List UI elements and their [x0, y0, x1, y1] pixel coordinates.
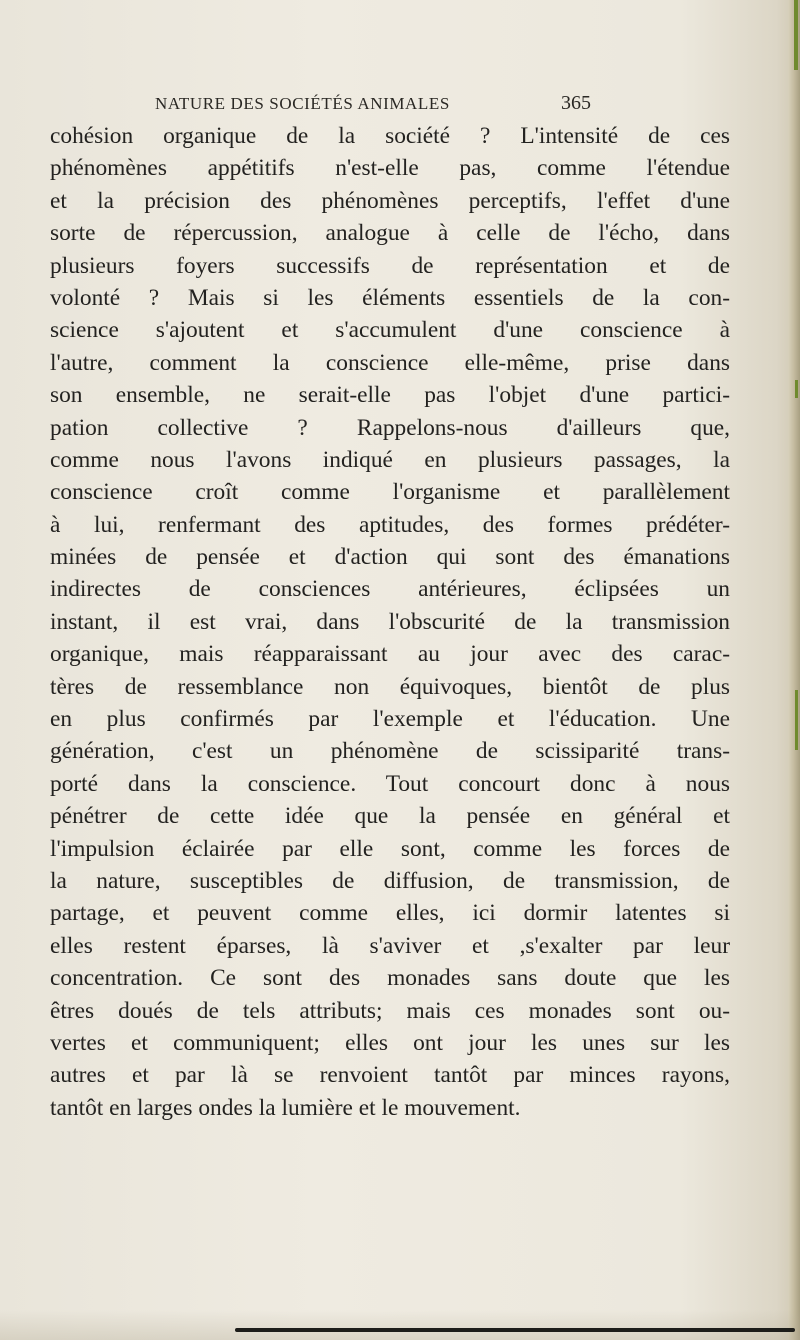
text-line: science s'ajoutent et s'accumulent d'une conscience à: [50, 317, 730, 344]
text-line: êtres doués de tels attributs; mais ces monades sont ou-: [50, 997, 730, 1024]
text-line: et la précision des phénomènes perceptifs, l'effet d'une: [50, 187, 730, 214]
text-line: tères de ressemblance non équivoques, bientôt de plus: [50, 673, 730, 700]
text-line: autres et par là se renvoient tantôt par minces rayons,: [50, 1062, 730, 1089]
text-line: porté dans la conscience. Tout concourt donc à nous: [50, 770, 730, 797]
text-line: vertes et communiquent; elles ont jour les unes sur les: [50, 1029, 730, 1056]
text-line: comme nous l'avons indiqué en plusieurs passages, la: [50, 446, 730, 473]
page-number: 365: [561, 92, 591, 114]
text-line: la nature, susceptibles de diffusion, de transmission, de: [50, 867, 730, 894]
page-edge-mark: [794, 0, 798, 70]
text-line: instant, il est vrai, dans l'obscurité de la transmission: [50, 608, 730, 635]
text-line: cohésion organique de la société ? L'intensité de ces: [50, 123, 730, 149]
text-line: conscience croît comme l'organisme et parallèlement: [50, 479, 730, 506]
running-head: [0, 92, 800, 116]
page-edge-mark: [795, 690, 798, 750]
text-line: partage, et peuvent comme elles, ici dormir latentes si: [50, 900, 730, 927]
running-title: NATURE DES SOCIÉTÉS ANIMALES: [155, 94, 450, 113]
text-line: tantôt en larges ondes la lumière et le mouvement.: [50, 1094, 521, 1121]
text-line: plusieurs foyers successifs de représentation et de: [50, 252, 730, 279]
text-line: l'autre, comment la conscience elle-même, prise dans: [50, 349, 730, 376]
text-line: volonté ? Mais si les éléments essentiels de la con-: [50, 284, 730, 311]
text-body: [50, 120, 730, 1124]
text-line: elles restent éparses, là s'aviver et ,s'exalter par leur: [50, 932, 730, 959]
text-line: phénomènes appétitifs n'est-elle pas, comme l'étendue: [50, 155, 730, 182]
page-edge-mark: [795, 380, 798, 398]
text-line: pation collective ? Rappelons-nous d'ailleurs que,: [50, 414, 730, 441]
text-line: à lui, renfermant des aptitudes, des formes prédéter-: [50, 511, 730, 538]
text-line: son ensemble, ne serait-elle pas l'objet d'une partici-: [50, 382, 730, 409]
text-line: en plus confirmés par l'exemple et l'éducation. Une: [50, 706, 730, 733]
text-line: sorte de répercussion, analogue à celle de l'écho, dans: [50, 220, 730, 247]
page-bottom-rule: [235, 1328, 795, 1332]
text-line: l'impulsion éclairée par elle sont, comme les forces de: [50, 835, 730, 862]
text-line: génération, c'est un phénomène de scissiparité trans-: [50, 738, 730, 765]
text-line: minées de pensée et d'action qui sont des émanations: [50, 544, 730, 571]
text-line: indirectes de consciences antérieures, éclipsées un: [50, 576, 730, 603]
page-bottom-shadow: [0, 1310, 800, 1340]
page-edge-shadow: [788, 0, 800, 1340]
text-line: organique, mais réapparaissant au jour avec des carac-: [50, 641, 730, 668]
text-line: pénétrer de cette idée que la pensée en général et: [50, 803, 730, 830]
text-line: concentration. Ce sont des monades sans doute que les: [50, 965, 730, 992]
